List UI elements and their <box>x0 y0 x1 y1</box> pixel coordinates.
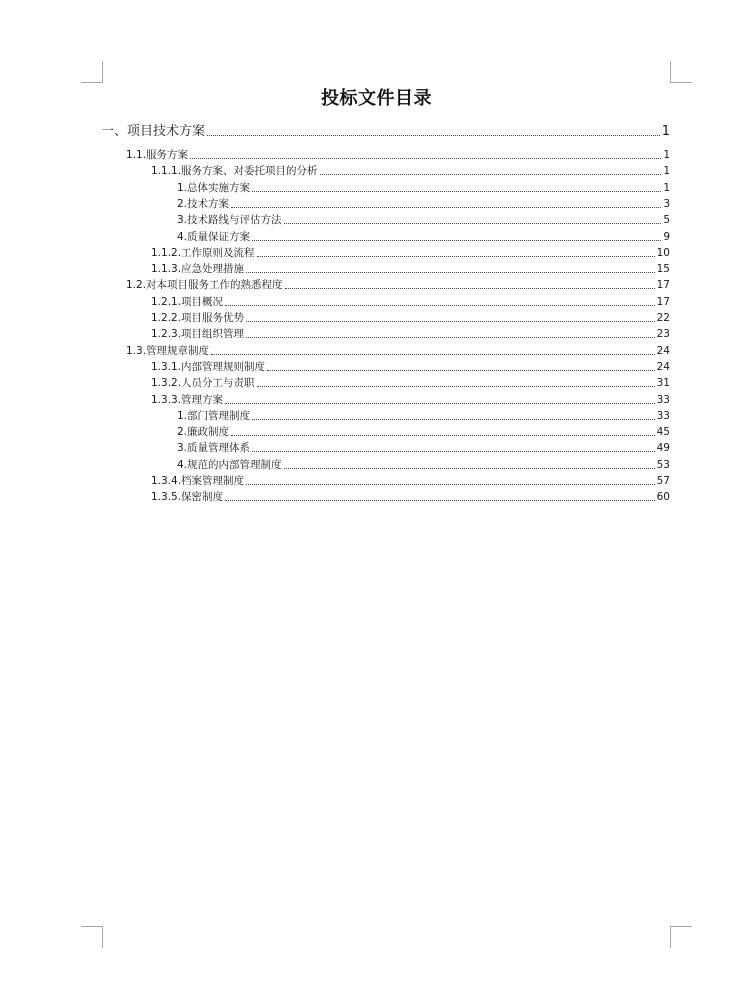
page-title: 投标文件目录 <box>321 88 432 109</box>
toc-leader-dots <box>246 336 655 338</box>
toc-leader-dots <box>190 157 661 159</box>
toc-entry-title: 1.3.2.人员分工与责职 <box>151 377 255 390</box>
crop-mark-bottom-right <box>670 926 692 948</box>
toc-page-number: 60 <box>656 491 670 504</box>
toc-leader-dots <box>320 173 662 175</box>
toc-entry-title: 1.2.1.项目概况 <box>151 295 224 308</box>
toc-leader-dots <box>225 402 655 404</box>
toc-entry[interactable] <box>101 123 670 140</box>
toc-leader-dots <box>284 222 662 224</box>
toc-entry[interactable] <box>151 376 670 390</box>
toc-entry-title: 1.2.2.项目服务优势 <box>151 312 245 324</box>
toc-entry[interactable] <box>151 393 670 407</box>
toc-entry-title: 1.2.对本项目服务工作的熟悉程度 <box>126 279 283 292</box>
toc-leader-dots <box>207 134 660 136</box>
toc-page-number: 53 <box>656 458 670 471</box>
toc-entry-title: 1.2.3.项目组织管理 <box>151 328 245 341</box>
toc-entry[interactable] <box>177 213 670 227</box>
toc-leader-dots <box>252 239 661 241</box>
toc-leader-dots <box>257 255 655 257</box>
toc-leader-dots <box>231 206 661 208</box>
toc-entry-title: 4.规范的内部管理制度 <box>177 458 282 471</box>
toc-page-number: 31 <box>656 377 670 390</box>
toc-page-number: 33 <box>656 409 670 422</box>
toc-entry[interactable] <box>151 311 670 325</box>
toc-entry-title: 4.质量保证方案 <box>177 230 251 243</box>
toc-entry[interactable] <box>151 262 670 276</box>
toc-page-number: 22 <box>656 312 670 324</box>
toc-page-number: 17 <box>656 295 670 308</box>
toc-entry[interactable] <box>151 164 670 178</box>
toc-page-number: 10 <box>656 246 670 259</box>
toc-page-number: 45 <box>656 426 670 439</box>
toc-entry[interactable] <box>177 458 670 472</box>
toc-page-number: 17 <box>656 279 670 292</box>
toc-page-number: 57 <box>656 475 670 487</box>
toc-entry[interactable] <box>151 327 670 341</box>
toc-entry-title: 2.技术方案 <box>177 197 230 210</box>
toc-entry[interactable] <box>177 425 670 439</box>
toc-entry-title: 3.质量管理体系 <box>177 442 251 455</box>
toc-entry-title: 1.1.服务方案 <box>126 149 189 161</box>
toc-leader-dots <box>257 385 655 387</box>
toc-entry-title: 1.总体实施方案 <box>177 181 251 194</box>
toc-page-number: 49 <box>656 442 670 455</box>
toc-entry-title: 1.3.4.档案管理制度 <box>151 475 245 487</box>
toc-page-number: 9 <box>663 230 670 243</box>
toc-entry-title: 1.1.3.应急处理措施 <box>151 263 245 276</box>
toc-leader-dots <box>252 450 655 452</box>
toc-entry-title: 1.3.管理规章制度 <box>126 344 210 357</box>
toc-entry-title: 1.3.1.内部管理规则制度 <box>151 360 266 373</box>
toc-entry[interactable] <box>151 246 670 260</box>
toc-leader-dots <box>252 418 655 420</box>
toc-leader-dots <box>246 271 655 273</box>
toc-page-number: 1 <box>663 165 670 178</box>
toc-leader-dots <box>225 304 655 306</box>
toc-leader-dots <box>284 467 655 469</box>
toc-entry-title: 1.3.5.保密制度 <box>151 491 224 504</box>
toc-entry[interactable] <box>151 295 670 309</box>
toc-entry[interactable] <box>177 197 670 211</box>
toc-page-number: 1 <box>663 181 670 194</box>
toc-page-number: 1 <box>663 149 670 161</box>
crop-mark-bottom-left <box>81 926 103 948</box>
toc-page-number: 24 <box>656 344 670 357</box>
toc-entry-title: 1.1.2.工作原则及流程 <box>151 246 255 259</box>
toc-entry-title: 2.廉政制度 <box>177 426 230 439</box>
toc-entry[interactable] <box>177 181 670 195</box>
crop-mark-top-left <box>81 61 103 83</box>
toc-leader-dots <box>225 499 655 501</box>
toc-entry-title: 3.技术路线与评估方法 <box>177 214 282 227</box>
toc-entry[interactable] <box>177 441 670 455</box>
toc-page-number: 23 <box>656 328 670 341</box>
toc-entry[interactable] <box>126 278 670 292</box>
toc-page-number: 15 <box>656 263 670 276</box>
toc-page-number: 3 <box>663 197 670 210</box>
toc-leader-dots <box>252 190 661 192</box>
toc-entry[interactable] <box>126 148 670 162</box>
toc-entry[interactable] <box>151 474 670 488</box>
toc-entry-title: 1.部门管理制度 <box>177 409 251 422</box>
toc-page-number: 24 <box>656 360 670 373</box>
toc-leader-dots <box>211 353 655 355</box>
toc-leader-dots <box>246 483 655 485</box>
toc-leader-dots <box>246 320 655 322</box>
toc-leader-dots <box>267 369 655 371</box>
crop-mark-top-right <box>670 61 692 83</box>
toc-page-number: 5 <box>663 214 670 227</box>
toc-page-number: 33 <box>656 393 670 406</box>
toc-entry[interactable] <box>177 230 670 244</box>
toc-entry[interactable] <box>126 344 670 358</box>
toc-entry-title: 1.3.3.管理方案 <box>151 393 224 406</box>
toc-entry[interactable] <box>151 360 670 374</box>
toc-entry[interactable] <box>177 409 670 423</box>
toc-leader-dots <box>285 287 655 289</box>
toc-entry-title: 一、项目技术方案 <box>101 124 206 139</box>
toc-leader-dots <box>231 434 655 436</box>
toc-entry[interactable] <box>151 490 670 504</box>
toc-page-number: 1 <box>661 124 670 139</box>
toc-entry-title: 1.1.1.服务方案、对委托项目的分析 <box>151 165 318 178</box>
